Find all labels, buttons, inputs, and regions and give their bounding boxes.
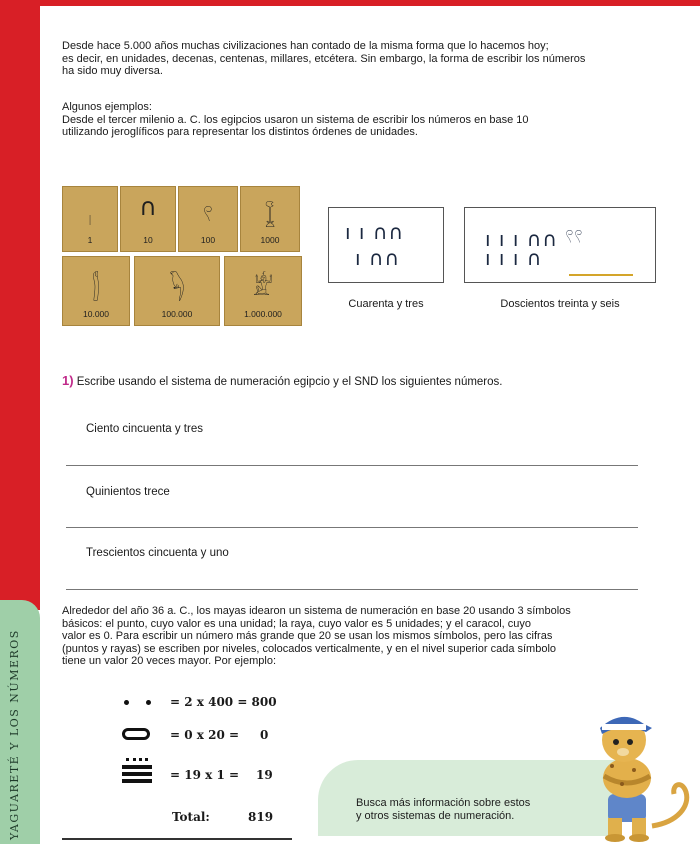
hieroglyph-row: ı ı ∩∩ (345, 220, 405, 244)
hieroglyph-value: 1.000.000 (244, 309, 282, 319)
side-book-title: YAGUARETÉ Y LOS NÚMEROS (8, 629, 21, 840)
intro-line: Desde hace 5.000 años muchas civilizaciones han contado de la misma forma que lo hacemos hoy; (62, 40, 549, 52)
mayan-shell-icon (122, 728, 150, 740)
total-underline (62, 838, 292, 840)
mayan-line: (puntos y rayas) se escriben por niveles, colocados verticalmente, y en el nivel superior cada símbolo (62, 642, 557, 655)
info-text (356, 797, 530, 823)
god-heh-icon: 𓁨 (252, 273, 274, 301)
hieroglyph-tile (62, 256, 130, 326)
hieroglyph-tile (240, 186, 300, 252)
intro-line: es decir, en unidades, decenas, centenas, millares, etcétera. Sin embargo, la forma de escribir los números (62, 52, 586, 65)
hieroglyph-tile (178, 186, 238, 252)
example-box-236 (464, 207, 656, 283)
jaguar-mascot-icon (582, 698, 694, 842)
hieroglyph-value: 10.000 (83, 309, 109, 319)
hieroglyph-tile (120, 186, 176, 252)
example-caption: Cuarenta y tres (348, 298, 424, 310)
mayan-row-result: 0 (260, 728, 269, 742)
underline-mark (569, 274, 633, 276)
examples-line: Desde el tercer milenio a. C. los egipcios usaron un sistema de escribir los números en base 10 (62, 113, 529, 126)
mayan-row: = 2 x 400 = 800 (170, 695, 277, 709)
mayan-nineteen-icon (122, 758, 152, 784)
coil-rope-icon: 𓍢 (203, 203, 213, 231)
examples-heading: Algunos ejemplos: (62, 101, 152, 113)
hieroglyph-tile (224, 256, 302, 326)
top-accent-bar (0, 0, 700, 6)
lotus-icon: 𓆼 (264, 203, 276, 231)
hieroglyph-row: ı ∩∩ (355, 246, 401, 270)
left-red-stripe (0, 0, 40, 610)
mayan-row: = 19 x 1 = (170, 768, 240, 782)
hieroglyph-value: 100.000 (161, 309, 193, 319)
answer-line[interactable] (66, 527, 638, 528)
finger-icon: 𓂭 (91, 273, 101, 301)
mayan-total-value: 819 (248, 810, 274, 824)
mayan-line: básicos: el punto, cuyo valor es una unidad; la raya, cuyo valor es 5 unidades; y el caracol, cuyo (62, 617, 531, 630)
mayan-line: tiene un valor 20 veces mayor. Por ejemplo: (62, 655, 277, 667)
examples-paragraph (62, 101, 529, 139)
answer-line[interactable] (66, 589, 638, 590)
hieroglyph-value: 1000 (260, 235, 280, 245)
info-line: y otros sistemas de numeración. (356, 810, 515, 822)
answer-line[interactable] (66, 465, 638, 466)
example-caption: Doscientos treinta y seis (500, 298, 620, 310)
exercise-item: Trescientos cincuenta y uno (86, 547, 229, 559)
exercise-text: Escribe usando el sistema de numeración egipcio y el SND los siguientes números. (76, 376, 503, 388)
mayan-total-label: Total: (172, 810, 210, 824)
mayan-row-result: 19 (256, 768, 273, 782)
hieroglyph-row: ı ı ı ∩ (485, 246, 543, 270)
stroke-icon: 𓏺 (88, 203, 92, 231)
heel-bone-icon: ∩ (139, 193, 157, 221)
info-line: Busca más información sobre estos (356, 797, 531, 809)
hieroglyph-tile (62, 186, 118, 252)
hieroglyph-row: ı ı ı ∩∩ 𓍢𓍢 (485, 227, 584, 251)
hieroglyph-value: 1 (87, 235, 93, 245)
hieroglyph-value: 100 (200, 235, 216, 245)
tadpole-icon: 𓆐 (169, 273, 185, 301)
hieroglyph-tile (134, 256, 220, 326)
example-box-43 (328, 207, 444, 283)
exercise-number: 1) (62, 373, 74, 388)
exercise-item: Ciento cincuenta y tres (86, 423, 203, 435)
intro-line: ha sido muy diversa. (62, 65, 163, 77)
hieroglyph-table (62, 186, 302, 326)
mayan-line: valor es 0. Para escribir un número más grande que 20 se usan los mismos símbolos, pero las cifras (62, 630, 553, 642)
intro-paragraph (62, 40, 585, 78)
mayan-line: Alrededor del año 36 a. C., los mayas idearon un sistema de numeración en base 20 usando 3 símbolos (62, 605, 571, 617)
exercise-item: Quinientos trece (86, 486, 170, 498)
mayan-paragraph (62, 605, 571, 668)
examples-line: utilizando jeroglíficos para representar los distintos órdenes de unidades. (62, 126, 418, 138)
exercise-prompt (62, 373, 502, 388)
mayan-row: = 0 x 20 = (170, 728, 240, 742)
hieroglyph-value: 10 (143, 235, 153, 245)
